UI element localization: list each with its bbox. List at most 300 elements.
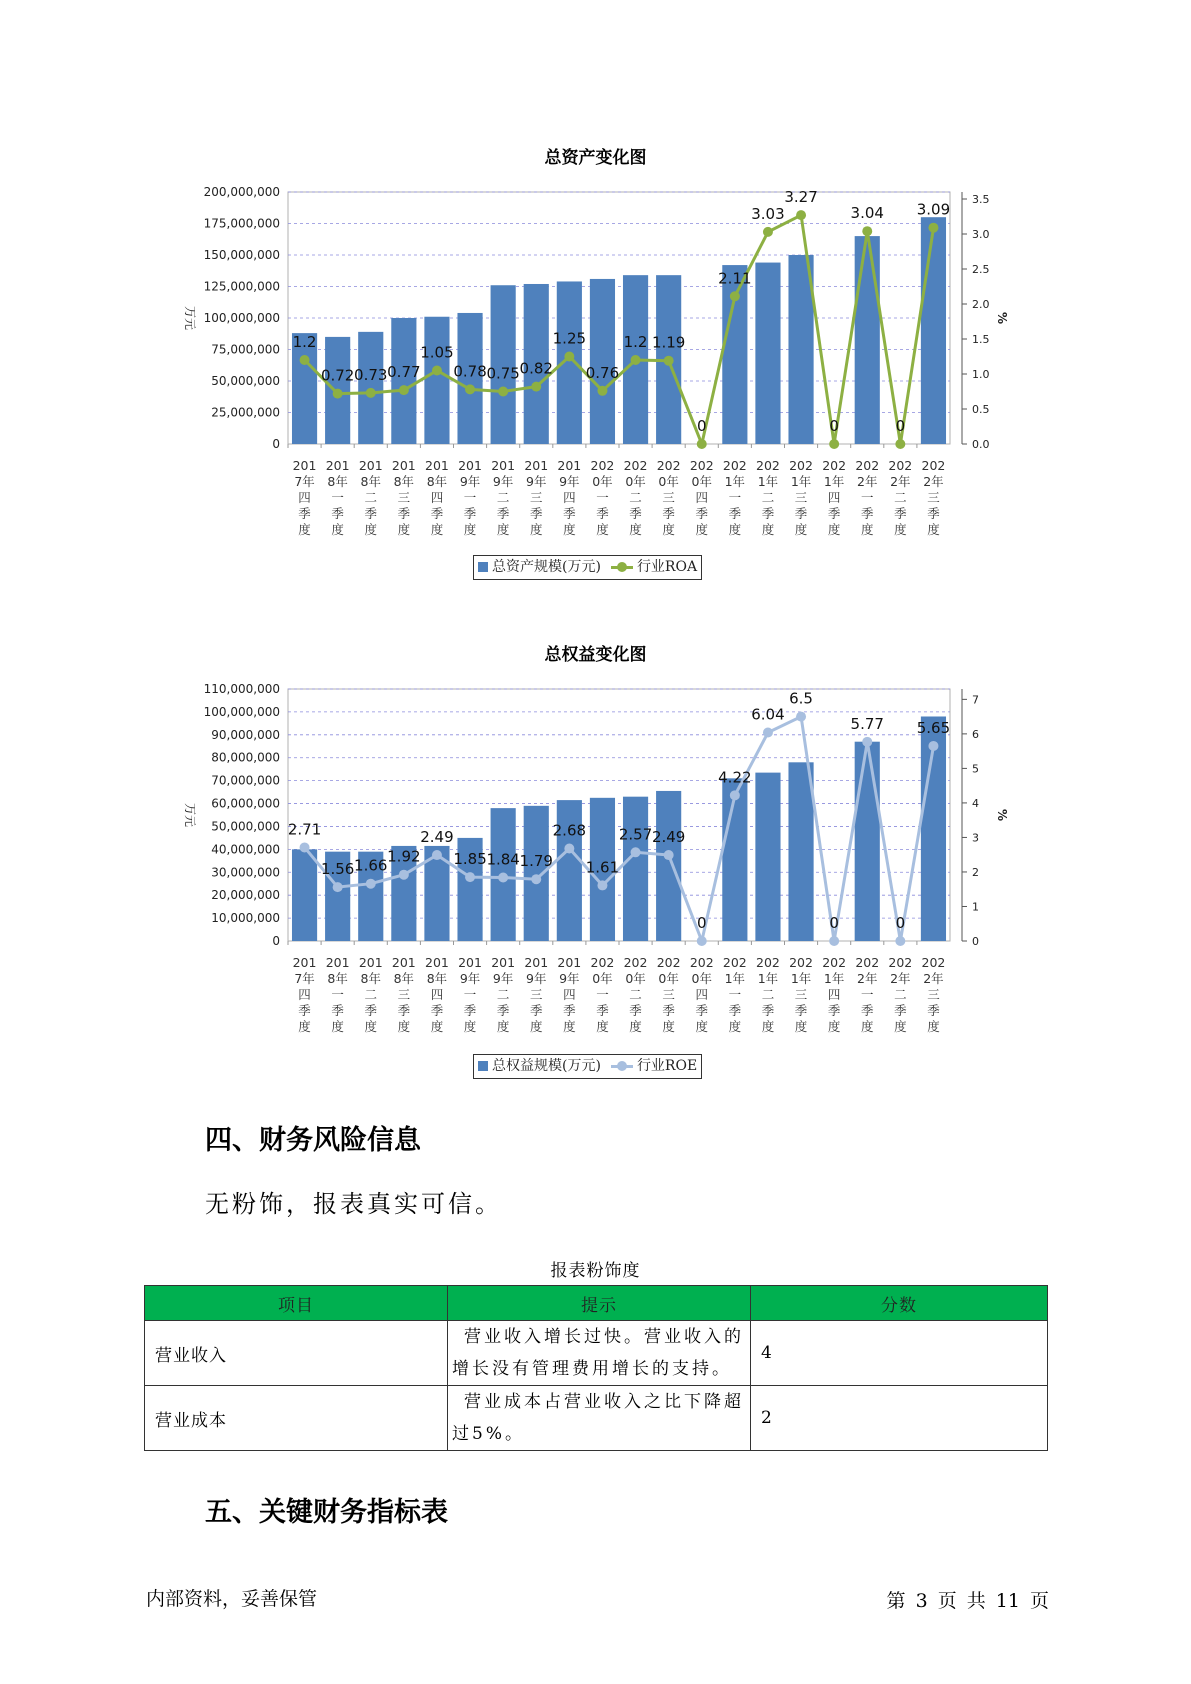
x-tick-label: 2年 bbox=[890, 474, 911, 489]
x-tick-label: 0年 bbox=[658, 474, 679, 489]
data-label: 1.85 bbox=[453, 850, 487, 869]
line-point bbox=[597, 386, 607, 396]
bar bbox=[424, 317, 449, 444]
line-point bbox=[895, 936, 905, 946]
x-tick-label: 度 bbox=[629, 1019, 642, 1034]
x-tick-label: 度 bbox=[827, 522, 841, 537]
data-label: 3.09 bbox=[916, 200, 951, 219]
x-tick-label: 202 bbox=[689, 955, 714, 970]
x-tick-label: 季 bbox=[529, 506, 543, 521]
x-tick-label: 0年 bbox=[625, 474, 646, 489]
x-tick-label: 三 bbox=[794, 490, 808, 505]
y-left-tick-label: 110,000,000 bbox=[203, 682, 280, 696]
x-tick-label: 一 bbox=[331, 987, 344, 1002]
assets-chart-title: 总资产变化图 bbox=[544, 148, 647, 168]
equity-chart-title: 总权益变化图 bbox=[544, 645, 647, 665]
bar bbox=[788, 762, 813, 941]
data-label: 0 bbox=[895, 417, 906, 435]
x-tick-label: 202 bbox=[789, 955, 813, 970]
legend-line-label: 行业ROE bbox=[636, 1058, 698, 1074]
x-tick-label: 三 bbox=[927, 490, 940, 505]
y-left-tick-label: 200,000,000 bbox=[203, 185, 280, 199]
x-tick-label: 季 bbox=[629, 1003, 642, 1018]
x-tick-label: 季 bbox=[331, 506, 344, 521]
x-tick-label: 季 bbox=[298, 1003, 311, 1018]
y-left-tick-label: 10,000,000 bbox=[211, 911, 280, 926]
line-point bbox=[862, 226, 872, 236]
x-tick-label: 度 bbox=[430, 522, 444, 537]
x-tick-label: 度 bbox=[894, 1019, 907, 1034]
x-tick-label: 一 bbox=[463, 987, 477, 1002]
line-point bbox=[399, 870, 409, 880]
data-label: 6.5 bbox=[789, 689, 813, 708]
line-point bbox=[829, 936, 839, 946]
line-point bbox=[796, 712, 806, 722]
x-tick-label: 201 bbox=[358, 458, 383, 473]
x-tick-label: 二 bbox=[894, 987, 907, 1002]
x-tick-label: 202 bbox=[822, 955, 847, 970]
x-tick-label: 二 bbox=[496, 987, 510, 1002]
line-point bbox=[862, 737, 872, 747]
x-tick-label: 202 bbox=[789, 458, 813, 473]
y-left-tick-label: 150,000,000 bbox=[203, 248, 280, 262]
x-tick-label: 一 bbox=[728, 490, 742, 505]
y-left-tick-label: 60,000,000 bbox=[211, 796, 280, 811]
data-label: 1.2 bbox=[292, 333, 317, 351]
x-tick-label: 度 bbox=[298, 1019, 311, 1034]
risk-table bbox=[144, 1285, 1048, 1451]
x-tick-label: 201 bbox=[557, 955, 582, 970]
line-point bbox=[366, 388, 376, 398]
x-tick-label: 度 bbox=[794, 1019, 808, 1034]
x-tick-label: 201 bbox=[358, 955, 383, 970]
line-point bbox=[631, 847, 641, 857]
x-tick-label: 度 bbox=[364, 1019, 378, 1034]
data-label: 2.57 bbox=[618, 825, 653, 844]
x-tick-label: 季 bbox=[496, 506, 510, 521]
x-tick-label: 201 bbox=[391, 955, 416, 970]
line-point bbox=[763, 227, 773, 237]
x-tick-label: 三 bbox=[662, 490, 675, 505]
line-point bbox=[465, 872, 475, 882]
line-point bbox=[399, 385, 409, 395]
x-tick-label: 202 bbox=[722, 458, 747, 473]
x-tick-label: 9年 bbox=[559, 474, 580, 489]
x-tick-label: 三 bbox=[397, 987, 411, 1002]
x-tick-label: 8年 bbox=[360, 474, 381, 489]
x-tick-label: 201 bbox=[491, 955, 516, 970]
legend-line-label: 行业ROA bbox=[636, 559, 698, 575]
x-tick-label: 0年 bbox=[691, 474, 712, 489]
x-tick-label: 四 bbox=[298, 490, 311, 505]
x-tick-label: 度 bbox=[496, 1019, 510, 1034]
data-label: 1.79 bbox=[519, 852, 553, 871]
x-tick-label: 二 bbox=[364, 490, 378, 505]
x-tick-label: 季 bbox=[794, 506, 808, 521]
x-tick-label: 202 bbox=[656, 955, 681, 970]
y-left-tick-label: 100,000,000 bbox=[203, 311, 280, 325]
y-left-tick-label: 30,000,000 bbox=[211, 865, 280, 880]
x-tick-label: 一 bbox=[463, 490, 477, 505]
data-label: 0.82 bbox=[519, 359, 553, 378]
x-tick-label: 季 bbox=[827, 1003, 841, 1018]
x-tick-label: 四 bbox=[563, 987, 576, 1002]
x-tick-label: 季 bbox=[298, 506, 311, 521]
cell-score: 2 bbox=[751, 1386, 1048, 1451]
data-label: 0 bbox=[829, 417, 839, 435]
y-left-axis-title: 万元 bbox=[183, 802, 197, 828]
x-tick-label: 四 bbox=[695, 987, 709, 1002]
x-tick-label: 度 bbox=[860, 1019, 874, 1034]
assets-chart-legend bbox=[473, 555, 702, 580]
x-tick-label: 202 bbox=[590, 955, 615, 970]
x-tick-label: 季 bbox=[629, 506, 642, 521]
x-tick-label: 季 bbox=[860, 1003, 874, 1018]
x-tick-label: 202 bbox=[855, 955, 880, 970]
x-tick-label: 7年 bbox=[294, 971, 315, 986]
x-tick-label: 0年 bbox=[592, 971, 613, 986]
legend-bar-swatch bbox=[478, 1061, 488, 1071]
y-left-tick-label: 50,000,000 bbox=[211, 374, 280, 388]
data-label: 2.68 bbox=[552, 821, 587, 840]
line-point bbox=[432, 366, 442, 376]
line-point bbox=[664, 356, 674, 366]
x-tick-label: 9年 bbox=[459, 971, 481, 986]
x-tick-label: 202 bbox=[756, 458, 780, 473]
x-tick-label: 8年 bbox=[327, 971, 348, 986]
data-label: 0.75 bbox=[486, 364, 520, 383]
line-point bbox=[928, 741, 938, 751]
bar bbox=[722, 778, 747, 941]
bar bbox=[292, 849, 317, 941]
line-point bbox=[631, 355, 641, 365]
line-point bbox=[730, 291, 740, 301]
line-point bbox=[564, 843, 574, 853]
data-label: 5.77 bbox=[850, 714, 884, 733]
x-tick-label: 季 bbox=[894, 506, 907, 521]
x-tick-label: 202 bbox=[888, 955, 913, 970]
x-tick-label: 季 bbox=[397, 1003, 411, 1018]
line-point bbox=[664, 850, 674, 860]
x-tick-label: 2年 bbox=[890, 971, 911, 986]
legend-line-swatch bbox=[611, 562, 633, 572]
x-tick-label: 201 bbox=[458, 458, 482, 473]
line-point bbox=[333, 882, 343, 892]
data-label: 0.78 bbox=[453, 362, 487, 381]
section4-text: 无粉饰，报表真实可信。 bbox=[205, 1190, 502, 1218]
bar bbox=[656, 791, 681, 941]
x-tick-label: 季 bbox=[496, 1003, 510, 1018]
line-point bbox=[730, 790, 740, 800]
x-tick-label: 四 bbox=[430, 987, 444, 1002]
x-tick-label: 1年 bbox=[790, 474, 812, 489]
x-tick-label: 三 bbox=[529, 987, 543, 1002]
x-tick-label: 1年 bbox=[823, 474, 845, 489]
x-tick-label: 一 bbox=[728, 987, 742, 1002]
line-point bbox=[564, 352, 574, 362]
x-tick-label: 二 bbox=[364, 987, 378, 1002]
y-left-tick-label: 125,000,000 bbox=[203, 279, 280, 294]
x-tick-label: 2年 bbox=[923, 971, 944, 986]
risk-table-header-row bbox=[145, 1286, 1048, 1321]
x-tick-label: 9年 bbox=[526, 474, 547, 489]
x-tick-label: 季 bbox=[364, 506, 378, 521]
x-tick-label: 202 bbox=[623, 458, 648, 473]
data-label: 0.77 bbox=[387, 363, 421, 382]
line-point bbox=[697, 936, 707, 946]
legend-bar-swatch bbox=[478, 562, 488, 572]
x-tick-label: 季 bbox=[728, 1003, 742, 1018]
x-tick-label: 202 bbox=[888, 458, 913, 473]
data-label: 1.92 bbox=[387, 847, 421, 866]
x-tick-label: 8年 bbox=[327, 474, 348, 489]
data-label: 0.73 bbox=[354, 365, 388, 384]
x-tick-label: 度 bbox=[927, 522, 940, 537]
line-point bbox=[531, 874, 541, 884]
x-tick-label: 度 bbox=[629, 522, 642, 537]
y-left-tick-label: 70,000,000 bbox=[211, 773, 280, 788]
x-tick-label: 季 bbox=[695, 506, 709, 521]
x-tick-label: 度 bbox=[728, 1019, 742, 1034]
table-row bbox=[145, 1321, 1048, 1386]
y-right-axis-title: % bbox=[995, 311, 1009, 325]
bar bbox=[855, 236, 880, 444]
data-label: 0.72 bbox=[320, 366, 355, 385]
x-tick-label: 四 bbox=[298, 987, 311, 1002]
line-point bbox=[333, 389, 343, 399]
y-left-tick-label: 75,000,000 bbox=[211, 342, 280, 357]
x-tick-label: 2年 bbox=[857, 474, 878, 489]
data-label: 1.66 bbox=[354, 856, 388, 875]
line-point bbox=[895, 439, 905, 449]
line-point bbox=[697, 439, 707, 449]
x-tick-label: 度 bbox=[496, 522, 510, 537]
x-tick-label: 季 bbox=[761, 506, 775, 521]
x-tick-label: 度 bbox=[331, 522, 344, 537]
y-right-tick-label: 3.5 bbox=[972, 193, 990, 206]
x-tick-label: 季 bbox=[563, 506, 576, 521]
x-tick-label: 四 bbox=[695, 490, 709, 505]
bar bbox=[755, 773, 780, 941]
x-tick-label: 1年 bbox=[790, 971, 812, 986]
line-point bbox=[465, 384, 475, 394]
x-tick-label: 度 bbox=[860, 522, 874, 537]
x-tick-label: 季 bbox=[364, 1003, 378, 1018]
x-tick-label: 201 bbox=[491, 458, 516, 473]
y-right-tick-label: 1.5 bbox=[972, 333, 990, 346]
y-right-tick-label: 0.5 bbox=[972, 403, 990, 416]
line-point bbox=[928, 223, 938, 233]
y-left-tick-label: 100,000,000 bbox=[203, 704, 280, 719]
x-tick-label: 季 bbox=[695, 1003, 709, 1018]
x-tick-label: 四 bbox=[827, 987, 841, 1002]
x-tick-label: 季 bbox=[430, 1003, 444, 1018]
legend-bar-label: 总权益规模(万元) bbox=[492, 1058, 601, 1074]
equity-chart-legend bbox=[473, 1054, 702, 1079]
x-tick-label: 度 bbox=[695, 522, 709, 537]
data-label: 2.11 bbox=[718, 269, 752, 288]
col-header-item: 项目 bbox=[145, 1286, 448, 1321]
x-tick-label: 0年 bbox=[625, 971, 646, 986]
x-tick-label: 季 bbox=[927, 1003, 940, 1018]
x-tick-label: 四 bbox=[827, 490, 841, 505]
x-tick-label: 202 bbox=[590, 458, 615, 473]
x-tick-label: 度 bbox=[728, 522, 742, 537]
assets-chart bbox=[0, 175, 1191, 560]
y-left-tick-label: 90,000,000 bbox=[211, 727, 280, 742]
line-point bbox=[531, 382, 541, 392]
x-tick-label: 季 bbox=[596, 1003, 609, 1018]
x-tick-label: 9年 bbox=[459, 474, 481, 489]
x-tick-label: 季 bbox=[596, 506, 609, 521]
y-right-tick-label: 6 bbox=[972, 727, 979, 741]
y-left-tick-label: 40,000,000 bbox=[211, 842, 280, 857]
legend-line-swatch bbox=[611, 1061, 633, 1071]
x-tick-label: 1年 bbox=[757, 474, 779, 489]
data-label: 5.65 bbox=[916, 718, 951, 737]
risk-table-caption: 报表粉饰度 bbox=[550, 1261, 641, 1281]
x-tick-label: 季 bbox=[761, 1003, 775, 1018]
footer-confidential-note: 内部资料，妥善保管 bbox=[146, 1588, 318, 1610]
x-tick-label: 季 bbox=[794, 1003, 808, 1018]
x-tick-label: 度 bbox=[463, 1019, 477, 1034]
data-label: 3.04 bbox=[850, 204, 884, 223]
bar bbox=[590, 279, 615, 444]
y-left-tick-label: 20,000,000 bbox=[211, 888, 280, 903]
x-tick-label: 季 bbox=[662, 1003, 675, 1018]
x-tick-label: 三 bbox=[397, 490, 411, 505]
x-tick-label: 1年 bbox=[823, 971, 845, 986]
x-tick-label: 度 bbox=[927, 1019, 940, 1034]
x-tick-label: 二 bbox=[761, 987, 775, 1002]
data-label: 0 bbox=[696, 914, 707, 932]
y-right-tick-label: 3 bbox=[972, 831, 979, 845]
x-tick-label: 三 bbox=[662, 987, 675, 1002]
x-tick-label: 度 bbox=[695, 1019, 709, 1034]
table-row bbox=[145, 1386, 1048, 1451]
x-tick-label: 三 bbox=[794, 987, 808, 1002]
x-tick-label: 季 bbox=[927, 506, 940, 521]
x-tick-label: 度 bbox=[397, 1019, 411, 1034]
y-left-tick-label: 0 bbox=[272, 934, 280, 948]
x-tick-label: 季 bbox=[894, 1003, 907, 1018]
x-tick-label: 8年 bbox=[393, 971, 415, 986]
y-right-tick-label: 3.0 bbox=[972, 228, 990, 241]
x-tick-label: 9年 bbox=[526, 971, 547, 986]
y-left-tick-label: 175,000,000 bbox=[203, 216, 280, 231]
x-tick-label: 201 bbox=[292, 458, 317, 473]
data-label: 1.61 bbox=[585, 858, 620, 877]
x-tick-label: 一 bbox=[331, 490, 344, 505]
x-tick-label: 度 bbox=[563, 1019, 576, 1034]
y-right-axis-title: % bbox=[995, 808, 1009, 822]
x-tick-label: 季 bbox=[529, 1003, 543, 1018]
x-tick-label: 8年 bbox=[360, 971, 381, 986]
x-tick-label: 201 bbox=[524, 458, 549, 473]
line-point bbox=[432, 850, 442, 860]
x-tick-label: 9年 bbox=[492, 971, 514, 986]
line-point bbox=[796, 210, 806, 220]
x-tick-label: 度 bbox=[827, 1019, 841, 1034]
x-tick-label: 度 bbox=[563, 522, 576, 537]
data-label: 0 bbox=[696, 417, 707, 435]
data-label: 1.05 bbox=[420, 343, 454, 362]
x-tick-label: 202 bbox=[855, 458, 880, 473]
x-tick-label: 季 bbox=[728, 506, 742, 521]
x-tick-label: 2年 bbox=[857, 971, 878, 986]
cell-hint: 营业收入增长过快。营业收入的增长没有管理费用增长的支持。 bbox=[448, 1321, 751, 1386]
x-tick-label: 一 bbox=[596, 987, 609, 1002]
x-tick-label: 202 bbox=[689, 458, 714, 473]
data-label: 1.56 bbox=[320, 860, 355, 879]
x-tick-label: 度 bbox=[331, 1019, 344, 1034]
data-label: 0.76 bbox=[585, 363, 620, 382]
x-tick-label: 度 bbox=[397, 522, 411, 537]
x-tick-label: 9年 bbox=[492, 474, 514, 489]
x-tick-label: 201 bbox=[325, 458, 350, 473]
x-tick-label: 度 bbox=[662, 522, 675, 537]
data-label: 1.2 bbox=[623, 333, 648, 351]
line-point bbox=[597, 880, 607, 890]
x-tick-label: 8年 bbox=[426, 971, 448, 986]
data-label: 2.71 bbox=[287, 820, 322, 839]
x-tick-label: 四 bbox=[563, 490, 576, 505]
y-right-tick-label: 1 bbox=[972, 900, 979, 914]
x-tick-label: 一 bbox=[596, 490, 609, 505]
x-tick-label: 二 bbox=[629, 987, 642, 1002]
x-tick-label: 0年 bbox=[691, 971, 712, 986]
x-tick-label: 三 bbox=[927, 987, 940, 1002]
line-point bbox=[300, 842, 310, 852]
x-tick-label: 一 bbox=[860, 490, 874, 505]
section5-heading: 五、关键财务指标表 bbox=[205, 1497, 448, 1528]
y-left-tick-label: 25,000,000 bbox=[211, 405, 280, 420]
bar bbox=[855, 742, 880, 941]
col-header-hint: 提示 bbox=[448, 1286, 751, 1321]
x-tick-label: 202 bbox=[756, 955, 780, 970]
x-tick-label: 度 bbox=[662, 1019, 675, 1034]
x-tick-label: 二 bbox=[496, 490, 510, 505]
x-tick-label: 201 bbox=[425, 955, 449, 970]
line-point bbox=[366, 879, 376, 889]
x-tick-label: 度 bbox=[794, 522, 808, 537]
line-point bbox=[498, 872, 508, 882]
x-tick-label: 202 bbox=[822, 458, 847, 473]
x-tick-label: 季 bbox=[463, 506, 477, 521]
cell-item: 营业成本 bbox=[145, 1386, 448, 1451]
y-right-tick-label: 1.0 bbox=[972, 368, 990, 381]
y-right-tick-label: 2 bbox=[972, 865, 979, 879]
data-label: 1.19 bbox=[651, 333, 686, 352]
x-tick-label: 1年 bbox=[757, 971, 779, 986]
x-tick-label: 季 bbox=[662, 506, 675, 521]
cell-hint: 营业成本占营业收入之比下降超过5%。 bbox=[448, 1386, 751, 1451]
data-label: 4.22 bbox=[718, 768, 752, 787]
y-right-tick-label: 2.0 bbox=[972, 298, 990, 311]
data-label: 6.04 bbox=[751, 705, 785, 724]
x-tick-label: 季 bbox=[397, 506, 411, 521]
bar bbox=[623, 797, 648, 941]
data-label: 1.25 bbox=[552, 329, 587, 348]
bar bbox=[755, 263, 780, 444]
x-tick-label: 度 bbox=[364, 522, 378, 537]
data-label: 2.49 bbox=[651, 828, 686, 847]
x-tick-label: 度 bbox=[596, 1019, 609, 1034]
x-tick-label: 201 bbox=[557, 458, 582, 473]
x-tick-label: 度 bbox=[894, 522, 907, 537]
x-tick-label: 201 bbox=[524, 955, 549, 970]
y-right-tick-label: 4 bbox=[972, 796, 979, 810]
